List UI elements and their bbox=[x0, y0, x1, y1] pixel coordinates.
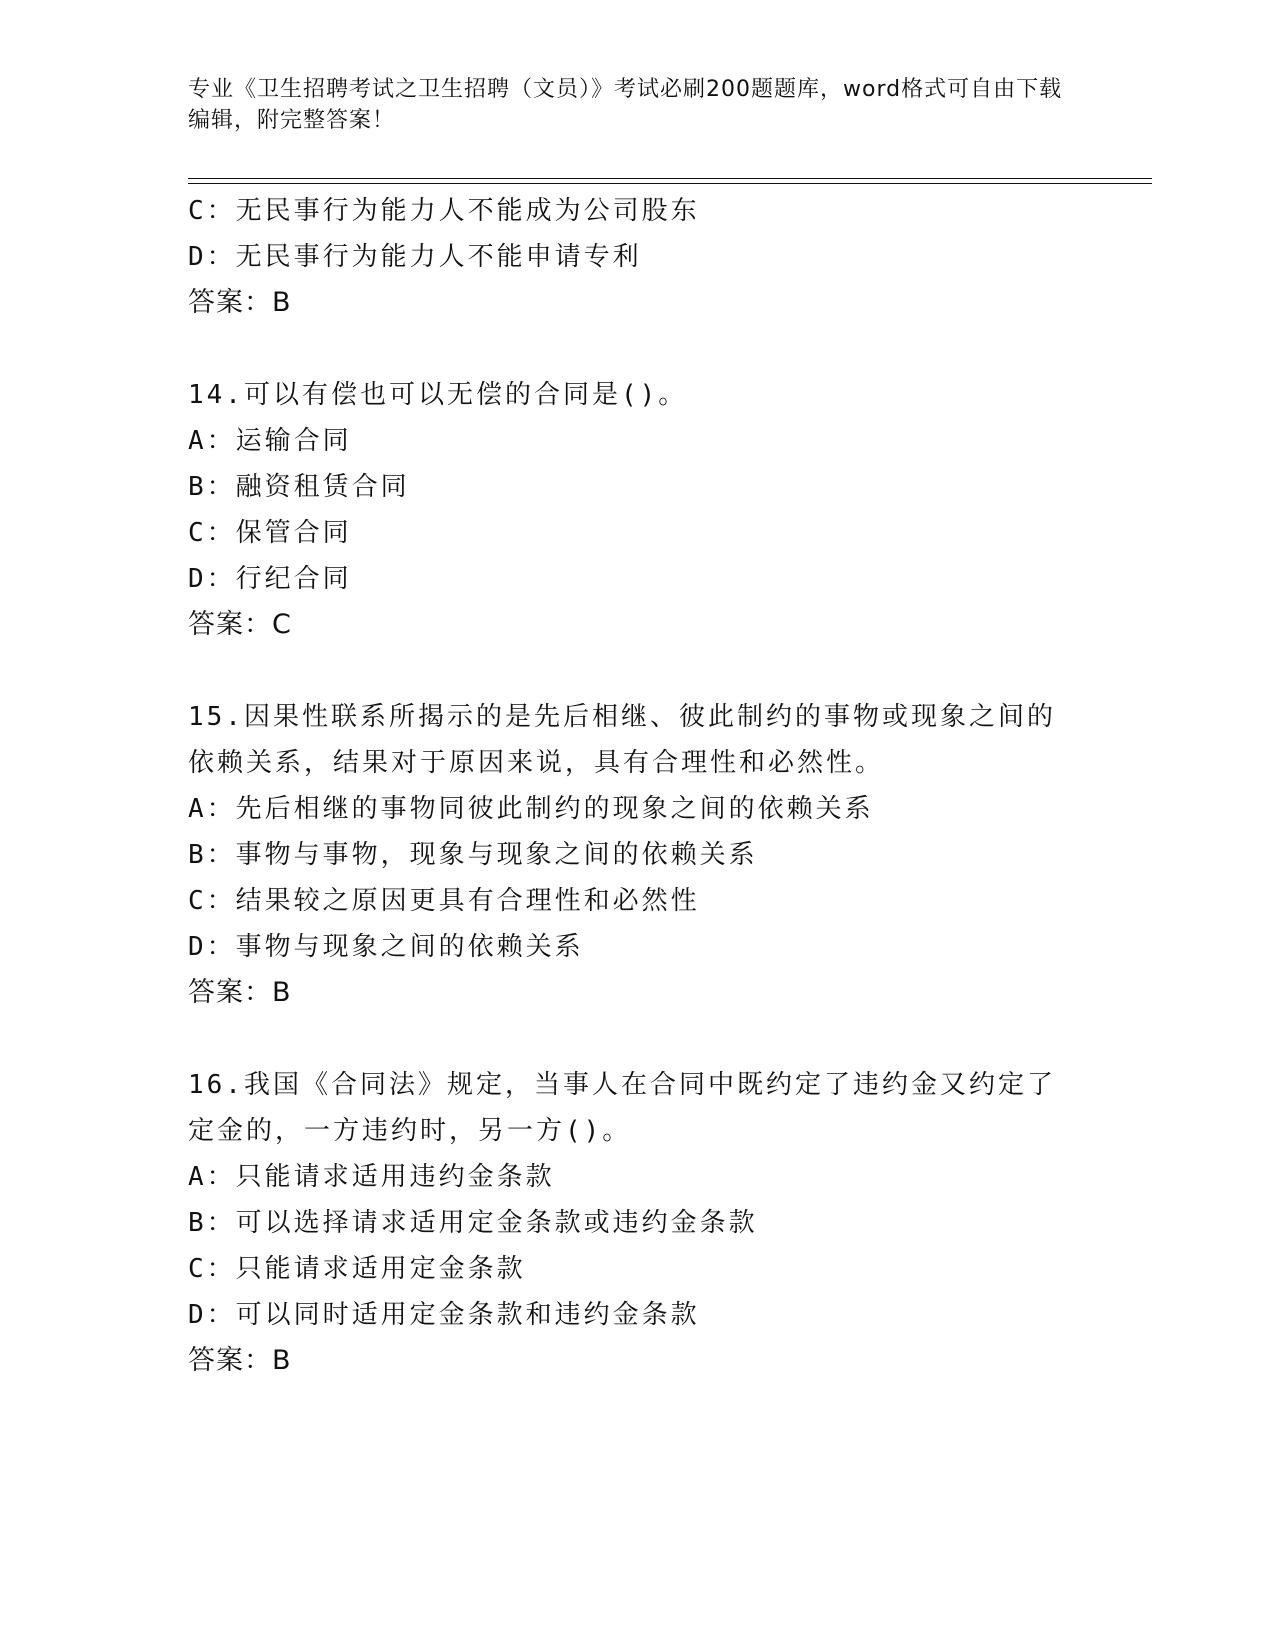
question-fragment bbox=[188, 188, 1088, 326]
answer-line: 答案：B bbox=[188, 287, 292, 318]
answer-line: 答案：C bbox=[188, 609, 292, 640]
spacer bbox=[188, 1016, 1088, 1062]
option-c: C：保管合同 bbox=[188, 518, 352, 548]
spacer bbox=[188, 326, 1088, 372]
option-b: B：融资租赁合同 bbox=[188, 472, 410, 502]
option-d: D：可以同时适用定金条款和违约金条款 bbox=[188, 1300, 700, 1330]
answer-line: 答案：B bbox=[188, 1345, 292, 1376]
option-b: B：可以选择请求适用定金条款或违约金条款 bbox=[188, 1208, 758, 1238]
question-stem: 15.因果性联系所揭示的是先后相继、彼此制约的事物或现象之间的依赖关系，结果对于原因来说，具有合理性和必然性。 bbox=[188, 702, 1056, 778]
option-c: C：只能请求适用定金条款 bbox=[188, 1254, 526, 1284]
question-list bbox=[188, 188, 1088, 1384]
header-divider-top bbox=[188, 178, 1152, 179]
option-d: D：行纪合同 bbox=[188, 564, 352, 594]
option-d: D：无民事行为能力人不能申请专利 bbox=[188, 242, 642, 272]
option-d: D：事物与现象之间的依赖关系 bbox=[188, 932, 584, 962]
option-c: C：结果较之原因更具有合理性和必然性 bbox=[188, 886, 700, 916]
option-a: A：只能请求适用违约金条款 bbox=[188, 1162, 555, 1192]
question-16 bbox=[188, 1062, 1088, 1384]
option-b: B：事物与事物，现象与现象之间的依赖关系 bbox=[188, 840, 758, 870]
question-15 bbox=[188, 694, 1088, 1016]
question-14 bbox=[188, 372, 1088, 648]
document-header: 专业《卫生招聘考试之卫生招聘（文员）》考试必刷200题题库，word格式可自由下载编辑，附完整答案！ bbox=[188, 77, 1063, 133]
question-stem: 16.我国《合同法》规定，当事人在合同中既约定了违约金又约定了定金的，一方违约时，另一方()。 bbox=[188, 1070, 1056, 1146]
question-stem: 14.可以有偿也可以无偿的合同是()。 bbox=[188, 380, 688, 410]
spacer bbox=[188, 648, 1088, 694]
header-divider-bottom bbox=[188, 183, 1152, 184]
option-a: A：运输合同 bbox=[188, 426, 352, 456]
option-a: A：先后相继的事物同彼此制约的现象之间的依赖关系 bbox=[188, 794, 874, 824]
option-c: C：无民事行为能力人不能成为公司股东 bbox=[188, 196, 700, 226]
answer-line: 答案：B bbox=[188, 977, 292, 1008]
